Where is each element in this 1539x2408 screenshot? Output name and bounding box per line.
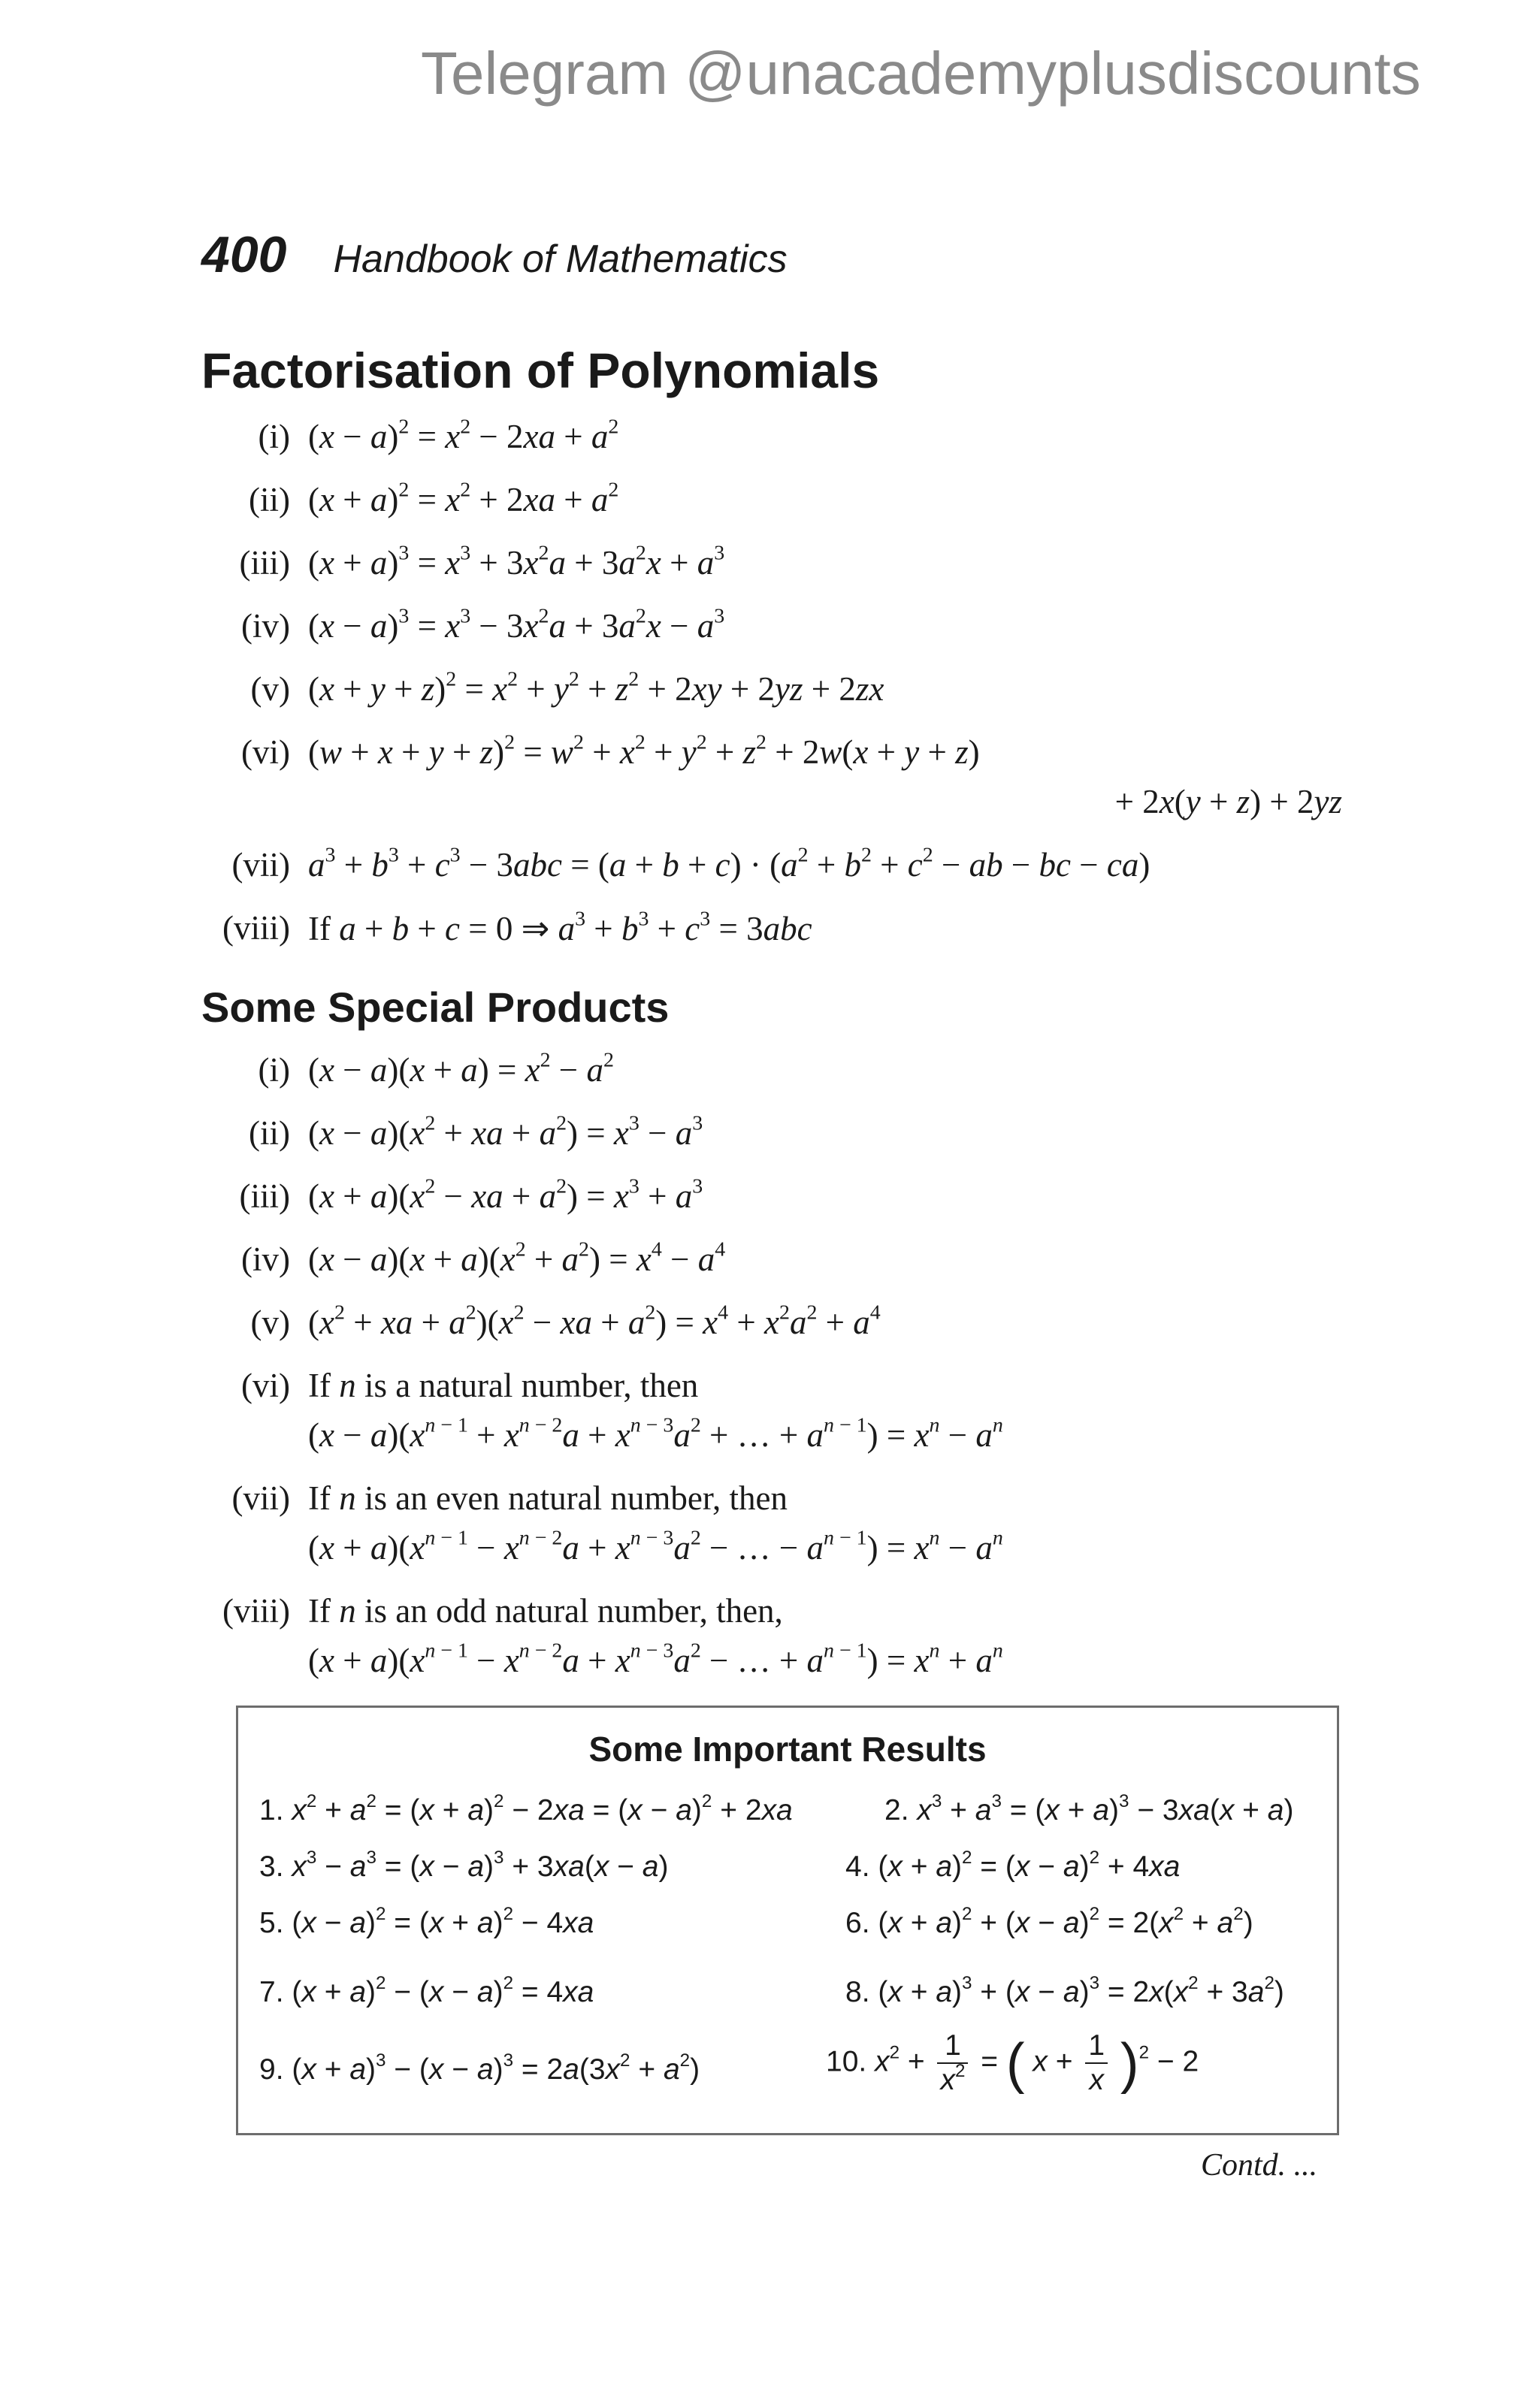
- formula-continuation: + 2x(y + z) + 2yz: [1114, 783, 1342, 820]
- list-item: [0, 543, 1539, 606]
- formula: $(x - a)(x^{n - 1} + x^{n - 2}a + x^{n - 3}a^2$ + … + $a^{n - 1}) = x^n - a^n$: [308, 1413, 1003, 1454]
- item-number: (vii): [231, 846, 290, 884]
- result-item: 4. $(x + a)^2 = (x - a)^2 + 4xa$: [845, 1848, 1181, 1883]
- item-number: (iii): [239, 544, 290, 582]
- result-item: 9. $(x + a)^3 - (x - a)^3 = 2a(3x^2 + a^2)$: [259, 2050, 700, 2086]
- list-item: [0, 1591, 1539, 1704]
- item-number: (viii): [222, 909, 290, 947]
- formula: $(x + a)(x^{n - 1} - x^{n - 2}a + x^{n - 3}a^2$ − … + $a^{n - 1}) = x^n + a^n$: [308, 1639, 1003, 1679]
- formula: $(x + a)^2 = x^2 + 2xa + a^2$: [308, 478, 619, 518]
- item-number: (iii): [239, 1177, 290, 1215]
- item-number: (iv): [241, 1240, 290, 1278]
- list-item: [0, 730, 1539, 845]
- item-number: (iv): [241, 607, 290, 645]
- result-item: 2. $x^3 + a^3 = (x + a)^3 - 3xa(x + a)$: [884, 1791, 1294, 1826]
- fraction: $\frac{1}{x}$: [1085, 2029, 1108, 2097]
- section-title-special-products: Some Special Products: [201, 983, 670, 1031]
- list-item: [0, 669, 1539, 733]
- formula: ($x^2$ + xa + $a^2)(x^2$ − xa + $a^2) = x^4 + x^2a^2 + a^4$: [308, 1301, 881, 1341]
- running-head: [201, 225, 788, 284]
- formula: $a^3 + b^3 + c^3 - 3abc = (a + b + c) \cdot (a^2 + b^2 + c^2$ − ab − bc − ca): [308, 843, 1150, 884]
- formula: $(x - a)^3 = x^3 - 3x^2a + 3a^2x - a^3$: [308, 604, 725, 645]
- item-number: (vii): [231, 1479, 290, 1517]
- item-number: (i): [258, 418, 290, 455]
- book-title: Handbook of Mathematics: [333, 237, 788, 281]
- fraction: $\frac{1}{x^2}$: [937, 2029, 968, 2097]
- item-number: (i): [258, 1051, 290, 1089]
- formula: $(x - a)^2 = x^2 - 2xa + a^2$: [308, 415, 619, 455]
- formula: If a + b + c = 0 ⇒ $a^3 + b^3 + c^3 = 3abc$: [308, 907, 812, 947]
- box-title: Some Important Results: [588, 1730, 987, 1769]
- formula: $(x - a)(x + a)(x^2 + a^2) = x^4 - a^4$: [308, 1237, 726, 1278]
- list-item: [0, 845, 1539, 908]
- list-item: [0, 1237, 1539, 1303]
- special-products-list: [0, 1050, 1539, 1704]
- condition-text: If n is an even natural number, then: [308, 1479, 788, 1517]
- item-number: (viii): [222, 1592, 290, 1630]
- list-item: [0, 1174, 1539, 1240]
- section-title-factorisation: Factorisation of Polynomials: [201, 343, 880, 398]
- item-number: (vi): [241, 1367, 290, 1404]
- item-number: (v): [250, 1304, 290, 1341]
- result-item: 6. $(x + a)^2 + (x - a)^2 = 2(x^2 + a^2)$: [845, 1904, 1253, 1939]
- watermark: Telegram @unacademyplusdiscounts: [421, 40, 1421, 107]
- list-item: [0, 1479, 1539, 1591]
- result-item: 7. $(x + a)^2 - (x - a)^2 = 4xa$: [259, 1973, 594, 2008]
- result-item: 8. $(x + a)^3 + (x - a)^3 = 2x(x^2 + 3a^2)$: [845, 1973, 1284, 2008]
- formula: $(x - a)(x^2$ + xa + $a^2) = x^3 - a^3$: [308, 1111, 703, 1152]
- condition-text: If n is a natural number, then: [308, 1367, 699, 1404]
- list-item: [0, 480, 1539, 543]
- result-item: 3. $x^3 - a^3 = (x - a)^3 + 3xa(x - a)$: [259, 1848, 669, 1883]
- factorisation-list: [0, 417, 1539, 971]
- result-item: 10. $x^2$ + $\frac{1}{x^2}$ = ( x + $\frac{1}{x}$ )$^2$ − 2: [826, 2029, 1199, 2096]
- formula: $(x + a)(x^2$ − xa + $a^2) = x^3 + a^3$: [308, 1174, 703, 1215]
- item-number: (ii): [249, 1114, 290, 1152]
- condition-text: If n is an odd natural number, then,: [308, 1592, 783, 1630]
- list-item: [0, 1366, 1539, 1479]
- formula: $(x + y + z)^2 = x^2 + y^2 + z^2 + 2xy + 2yz + 2zx$: [308, 667, 884, 708]
- continued-label: Contd. ...: [1201, 2148, 1318, 2183]
- list-item: [0, 1113, 1539, 1177]
- list-item: [0, 1303, 1539, 1366]
- formula: $(x + a)^3 = x^3 + 3x^2a + 3a^2x + a^3$: [308, 541, 725, 582]
- item-number: (vi): [241, 733, 290, 771]
- result-item: 1. $x^2 + a^2 = (x + a)^2 - 2xa = (x - a)^2 + 2xa$: [259, 1791, 793, 1826]
- if-word: If: [308, 910, 331, 947]
- list-item: [0, 908, 1539, 971]
- page-number: 400: [201, 226, 287, 283]
- item-number: (v): [250, 670, 290, 708]
- formula: $(x + a)(x^{n - 1} - x^{n - 2}a + x^{n - 3}a^2$ − … − $a^{n - 1}) = x^n - a^n$: [308, 1526, 1003, 1567]
- formula: $(x - a)(x + a) = x^2 - a^2$: [308, 1048, 614, 1089]
- formula: $(w + x + y + z)^2 = w^2 + x^2 + y^2 + z^2 + 2w(x + y + z)$: [308, 730, 980, 771]
- important-results-box: [236, 1706, 1339, 2135]
- result-item: 5. $(x - a)^2 = (x + a)^2 - 4xa$: [259, 1904, 594, 1939]
- item-number: (ii): [249, 481, 290, 518]
- list-item: [0, 417, 1539, 480]
- list-item: [0, 1050, 1539, 1113]
- list-item: [0, 606, 1539, 669]
